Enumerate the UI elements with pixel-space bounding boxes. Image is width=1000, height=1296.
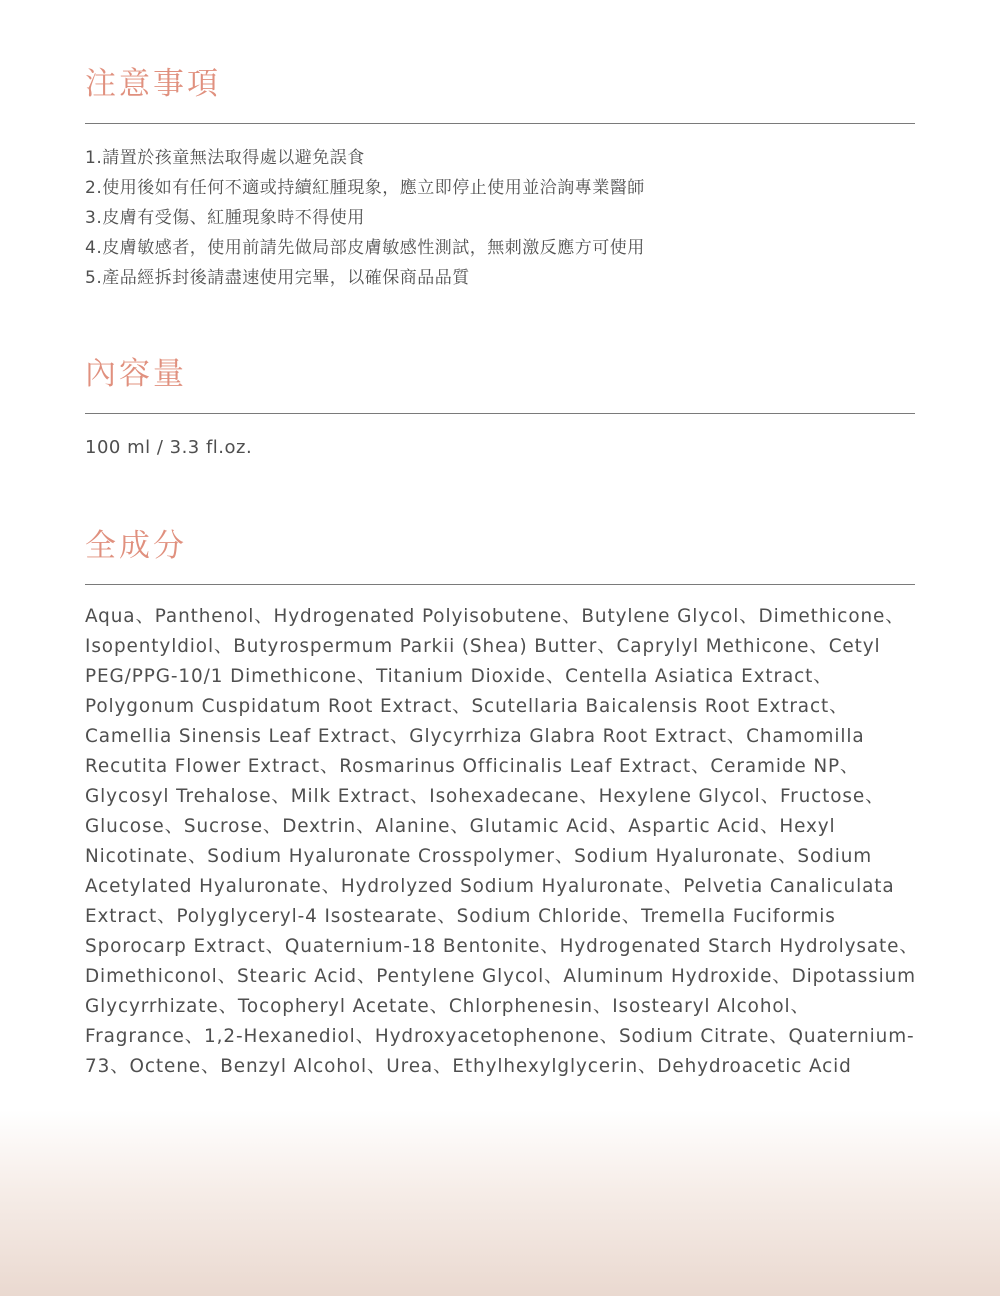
precautions-list [85,143,915,293]
precautions-section [85,64,915,293]
ingredients-divider [85,584,915,585]
ingredients-list: Aqua、Panthenol、Hydrogenated Polyisobutene、Butylene Glycol、Dimethicone、Isopentyldiol、Butyrospermum Parkii (Shea) Butter、Caprylyl Methicone、Cetyl PEG/PPG-10/1 Dimethicone、Titanium Dioxide、Centella Asiatica Extract、Polygonum Cuspidatum Root Extract、Scutellaria Baicalensis Root Extract、Camellia Sinensis Leaf Extract、Glycyrrhiza Glabra Root Extract、Chamomilla Recutita Flower Extract、Rosmarinus Officinalis Leaf Extract、Ceramide NP、Glycosyl Trehalose、Milk Extract、Isohexadecane、Hexylene Glycol、Fructose、Glucose、Sucrose、Dextrin、Alanine、Glutamic Acid、Aspartic Acid、Hexyl Nicotinate、Sodium Hyaluronate Crosspolymer、Sodium Hyaluronate、Sodium Acetylated Hyaluronate、Hydrolyzed Sodium Hyaluronate、Pelvetia Canaliculata Extract、Polyglyceryl-4 Isostearate、Sodium Chloride、Tremella Fuciformis Sporocarp Extract、Quaternium-18 Bentonite、Hydrogenated Starch Hydrolysate、Dimethiconol、Stearic Acid、Pentylene Glycol、Aluminum Hydroxide、Dipotassium Glycyrrhizate、Tocopheryl Acetate、Chlorphenesin、Isostearyl Alcohol、Fragrance、1,2-Hexanediol、Hydroxyacetophenone、Sodium Citrate、Quaternium-73、Octene、Benzyl Alcohol、Urea、Ethylhexylglycerin、Dehydroacetic Acid [85,606,919,1077]
precautions-title: 注意事項 [85,66,221,102]
ingredients-section [85,526,919,1082]
precaution-item: 2.使用後如有任何不適或持續紅腫現象，應立即停止使用並洽詢專業醫師 [85,178,645,198]
ingredients-title: 全成分 [85,528,187,564]
volume-section [85,354,915,463]
volume-value: 100 ml / 3.3 fl.oz. [85,437,253,458]
precaution-item: 3.皮膚有受傷、紅腫現象時不得使用 [85,208,365,228]
precaution-item: 1.請置於孩童無法取得處以避免誤食 [85,148,365,168]
volume-divider [85,413,915,414]
volume-title: 內容量 [85,356,187,392]
precaution-item: 5.產品經拆封後請盡速使用完畢，以確保商品品質 [85,268,470,288]
precautions-divider [85,123,915,124]
precaution-item: 4.皮膚敏感者，使用前請先做局部皮膚敏感性測試，無刺激反應方可使用 [85,238,645,258]
